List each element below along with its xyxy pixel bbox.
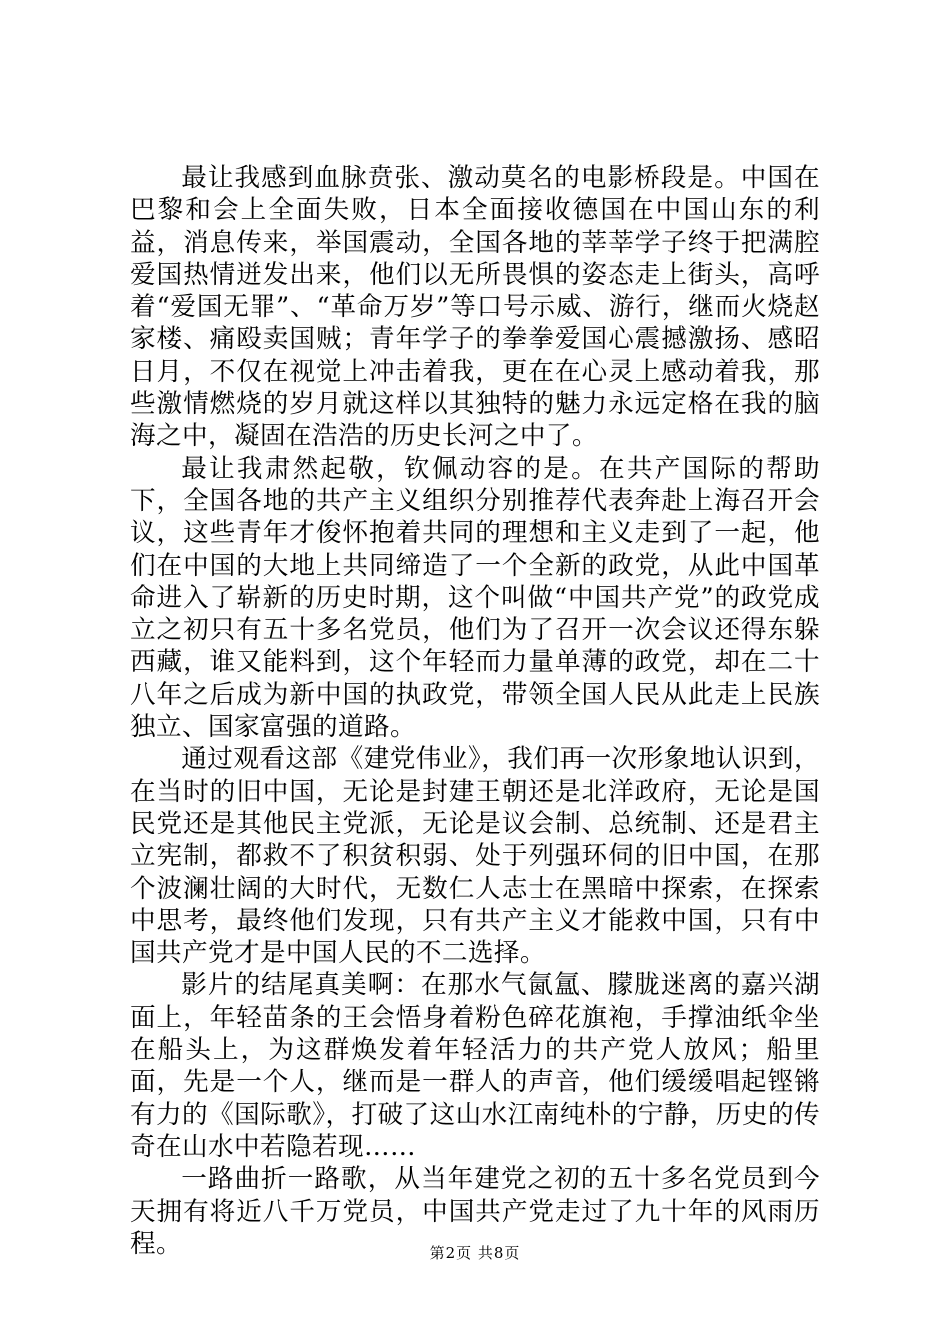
- document-body: [130, 162, 820, 1260]
- page-footer: 第2页 共8页: [429, 1244, 521, 1262]
- paragraph-5: 一路曲折一路歌，从当年建党之初的五十多名党员到今天拥有将近八千万党员，中国共产党走过了九十年的风雨历程。: [130, 1164, 820, 1259]
- paragraph-1: 最让我感到血脉贲张、激动莫名的电影桥段是。中国在巴黎和会上全面失败，日本全面接收德国在中国山东的利益，消息传来，举国震动，全国各地的莘莘学子终于把满腔爱国热情迸发出来，他们以无所畏惧的姿态走上街头，高呼着“爱国无罪”、“革命万岁”等口号示威、游行，继而火烧赵家楼、痛殴卖国贼；青年学子的拳拳爱国心震撼激扬、感昭日月，不仅在视觉上冲击着我，更在在心灵上感动着我，那些激情燃烧的岁月就这样以其独特的魅力永远定格在我的脑海之中，凝固在浩浩的历史长河之中了。: [130, 163, 820, 452]
- paragraph-2: 最让我肃然起敬，钦佩动容的是。在共产国际的帮助下，全国各地的共产主义组织分别推荐代表奔赴上海召开会议，这些青年才俊怀抱着共同的理想和主义走到了一起，他们在中国的大地上共同缔造了一个全新的政党，从此中国革命进入了崭新的历史时期，这个叫做“中国共产党”的政党成立之初只有五十多名党员，他们为了召开一次会议还得东躲西藏，谁又能料到，这个年轻而力量单薄的政党，却在二十八年之后成为新中国的执政党，带领全国人民从此走上民族独立、国家富强的道路。: [130, 453, 820, 743]
- paragraph-3: 通过观看这部《建党伟业》，我们再一次形象地认识到，在当时的旧中国，无论是封建王朝还是北洋政府，无论是国民党还是其他民主党派，无论是议会制、总统制、还是君主立宪制，都救不了积贫积弱、处于列强环伺的旧中国，在那个波澜壮阔的大时代，无数仁人志士在黑暗中探索，在探索中思考，最终他们发现，只有共产主义才能救中国，只有中国共产党才是中国人民的不二选择。: [130, 744, 820, 969]
- paragraph-4: 影片的结尾真美啊：在那水气氤氲、朦胧迷离的嘉兴湖面上，年轻苗条的王会悟身着粉色碎花旗袍，手撑油纸伞坐在船头上，为这群焕发着年轻活力的共产党人放风；船里面，先是一个人，继而是一群人的声音，他们缓缓唱起铿锵有力的《国际歌》，打破了这山水江南纯朴的宁静，历史的传奇在山水中若隐若现……: [130, 970, 820, 1162]
